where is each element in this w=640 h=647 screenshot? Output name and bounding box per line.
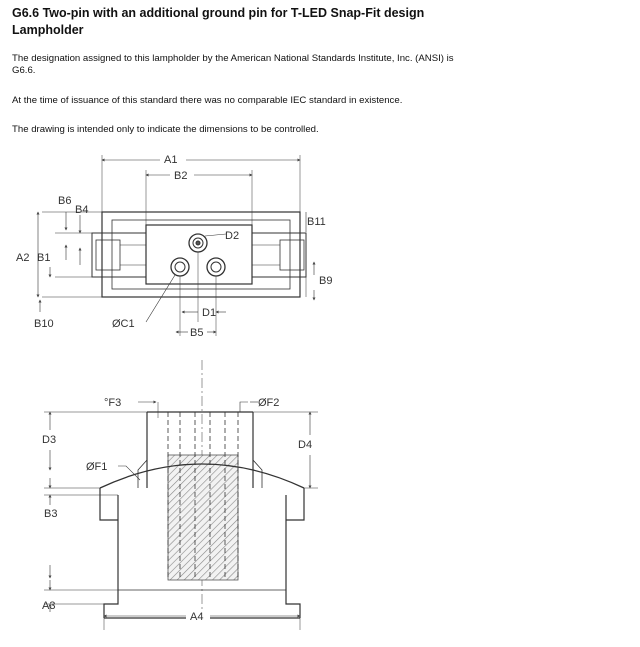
label-f3: °F3 [104,397,122,409]
label-b10: B10 [34,318,54,330]
label-a4: A4 [190,611,204,623]
iec-paragraph: At the time of issuance of this standard there was no comparable IEC standard in existence. [12,95,403,106]
drawing-note-paragraph: The drawing is intended only to indicate the dimensions to be controlled. [12,124,319,135]
ansi-paragraph-line-2: G6.6. [12,65,36,76]
label-a1: A1 [164,154,178,166]
label-d3: D3 [42,434,57,446]
label-d4: D4 [298,439,313,451]
label-a2: A2 [16,252,30,264]
label-b3: B3 [44,508,58,520]
label-b2: B2 [174,170,188,182]
label-f1: ØF1 [86,461,108,473]
hatched-socket [168,455,238,580]
label-d2: D2 [225,230,240,242]
right-pin [207,258,225,276]
ansi-paragraph-line-1: The designation assigned to this lampholder by the American National Standards Institute, Inc. (ANSI) is [12,53,454,64]
label-b1: B1 [37,252,51,264]
label-f2: ØF2 [258,397,280,409]
label-b11: B11 [307,216,326,228]
label-a3: A3 [42,600,56,612]
top-view-labels [16,154,332,339]
title-line-1: G6.6 Two-pin with an additional ground pin for T-LED Snap-Fit design [12,6,425,20]
ground-pin [189,234,207,252]
title-line-2: Lampholder [12,23,84,37]
label-b4: B4 [75,204,89,216]
label-b6: B6 [58,195,72,207]
label-d1: D1 [202,307,217,319]
label-b5: B5 [190,327,204,339]
label-c1: ØC1 [112,318,135,330]
label-b9: B9 [319,275,333,287]
left-pin [171,258,189,276]
